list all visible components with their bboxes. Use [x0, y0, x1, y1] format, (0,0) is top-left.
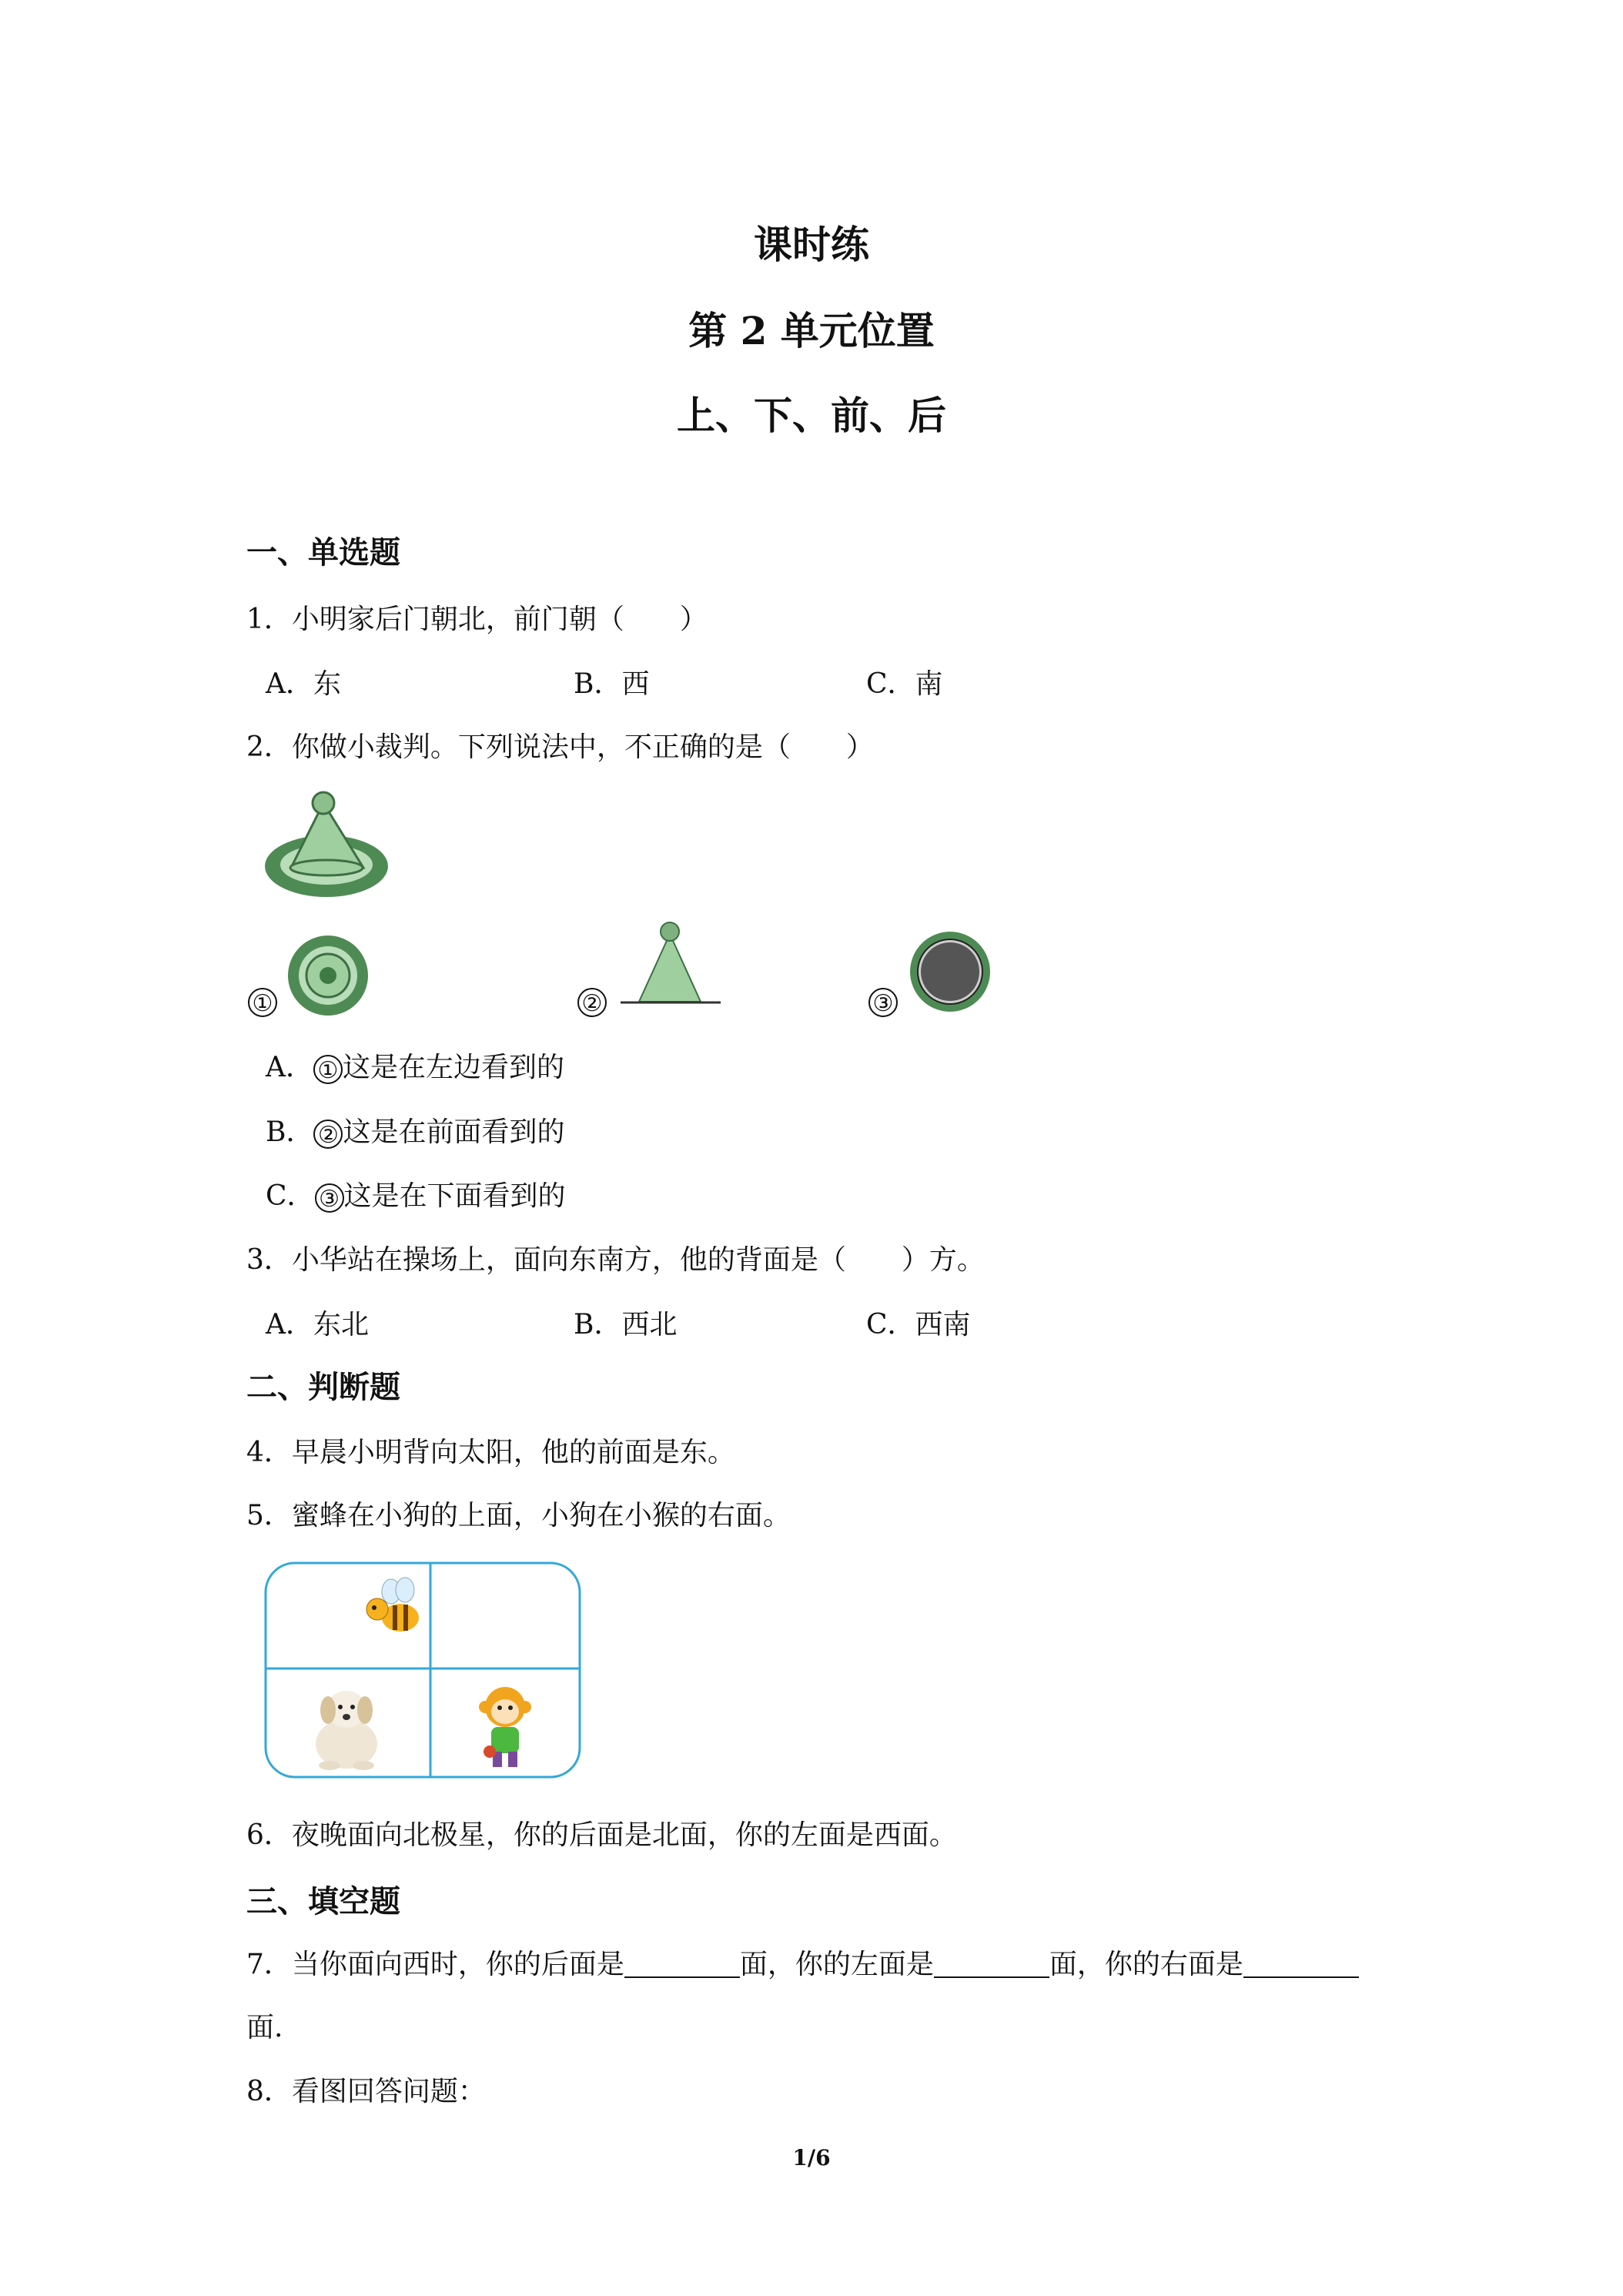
- bottom-view-image: [907, 928, 996, 1016]
- q2-option-c: [266, 1174, 566, 1213]
- q7-part3: 面，你的右面是: [1049, 1949, 1243, 1980]
- q2-option-a-text: 这是在左边看到的: [343, 1052, 565, 1083]
- q7-part2: 面，你的左面是: [739, 1949, 934, 1980]
- section-fill-blank: 三、填空题: [246, 1883, 400, 1919]
- q2-option-c-num: ③: [315, 1183, 344, 1213]
- q1-option-c: C．南: [866, 668, 943, 700]
- question-2: 2．你做小裁判。下列说法中，不正确的是（ ）: [246, 731, 874, 763]
- q1-option-b: B．西: [574, 668, 650, 700]
- q7-part4: 面.: [246, 2012, 283, 2043]
- q3-option-b: B．西北: [574, 1309, 678, 1340]
- q3-option-a: A．东北: [266, 1309, 369, 1340]
- q3-option-c: C．西南: [866, 1309, 971, 1340]
- cone-hat-image: [262, 782, 393, 901]
- question-8: 8．看图回答问题：: [246, 2076, 486, 2107]
- top-view-image: [285, 932, 373, 1020]
- page-number: 1/6: [792, 2145, 831, 2170]
- unit-title: 第 2 单元位置: [688, 308, 935, 353]
- animal-grid-image: [262, 1559, 585, 1782]
- question-3: 3．小华站在操场上，面向东南方，他的背面是（ ）方。: [246, 1244, 985, 1276]
- q7-part1: 7．当你面向西时，你的后面是: [246, 1949, 624, 1980]
- q7-blank-back[interactable]: [624, 1949, 740, 1978]
- question-4: 4．早晨小明背向太阳，他的前面是东。: [246, 1437, 735, 1468]
- section-single-choice: 一、单选题: [246, 534, 400, 571]
- section-true-false: 二、判断题: [246, 1369, 400, 1405]
- q2-option-b: [266, 1110, 564, 1150]
- question-5: 5．蜜蜂在小狗的上面，小狗在小猴的右面。: [246, 1500, 791, 1531]
- lesson-title: 上、下、前、后: [677, 393, 946, 438]
- view-label-1: ①: [248, 988, 277, 1017]
- question-7: [246, 1943, 1359, 1982]
- view-label-2: ②: [577, 988, 607, 1017]
- q2-option-c-text: 这是在下面看到的: [343, 1180, 566, 1212]
- q2-option-b-prefix: B．: [266, 1116, 314, 1148]
- doc-title: 课时练: [754, 222, 869, 267]
- q2-option-c-prefix: C．: [266, 1180, 315, 1212]
- view-label-3: ③: [868, 988, 898, 1017]
- q2-option-a-prefix: A．: [266, 1052, 313, 1083]
- q7-blank-right[interactable]: [1243, 1949, 1359, 1978]
- question-1: 1．小明家后门朝北，前门朝（ ）: [246, 604, 708, 635]
- q2-option-a-num: ①: [313, 1055, 343, 1084]
- question-6: 6．夜晚面向北极星，你的后面是北面，你的左面是西面。: [246, 1819, 957, 1851]
- q2-option-b-num: ②: [313, 1120, 343, 1149]
- q2-option-a: [266, 1046, 564, 1085]
- front-view-image: [616, 912, 724, 1009]
- dog-icon: [316, 1691, 377, 1770]
- q1-option-a: A．东: [266, 668, 341, 700]
- q2-option-b-text: 这是在前面看到的: [343, 1116, 565, 1148]
- q7-blank-left[interactable]: [934, 1949, 1049, 1978]
